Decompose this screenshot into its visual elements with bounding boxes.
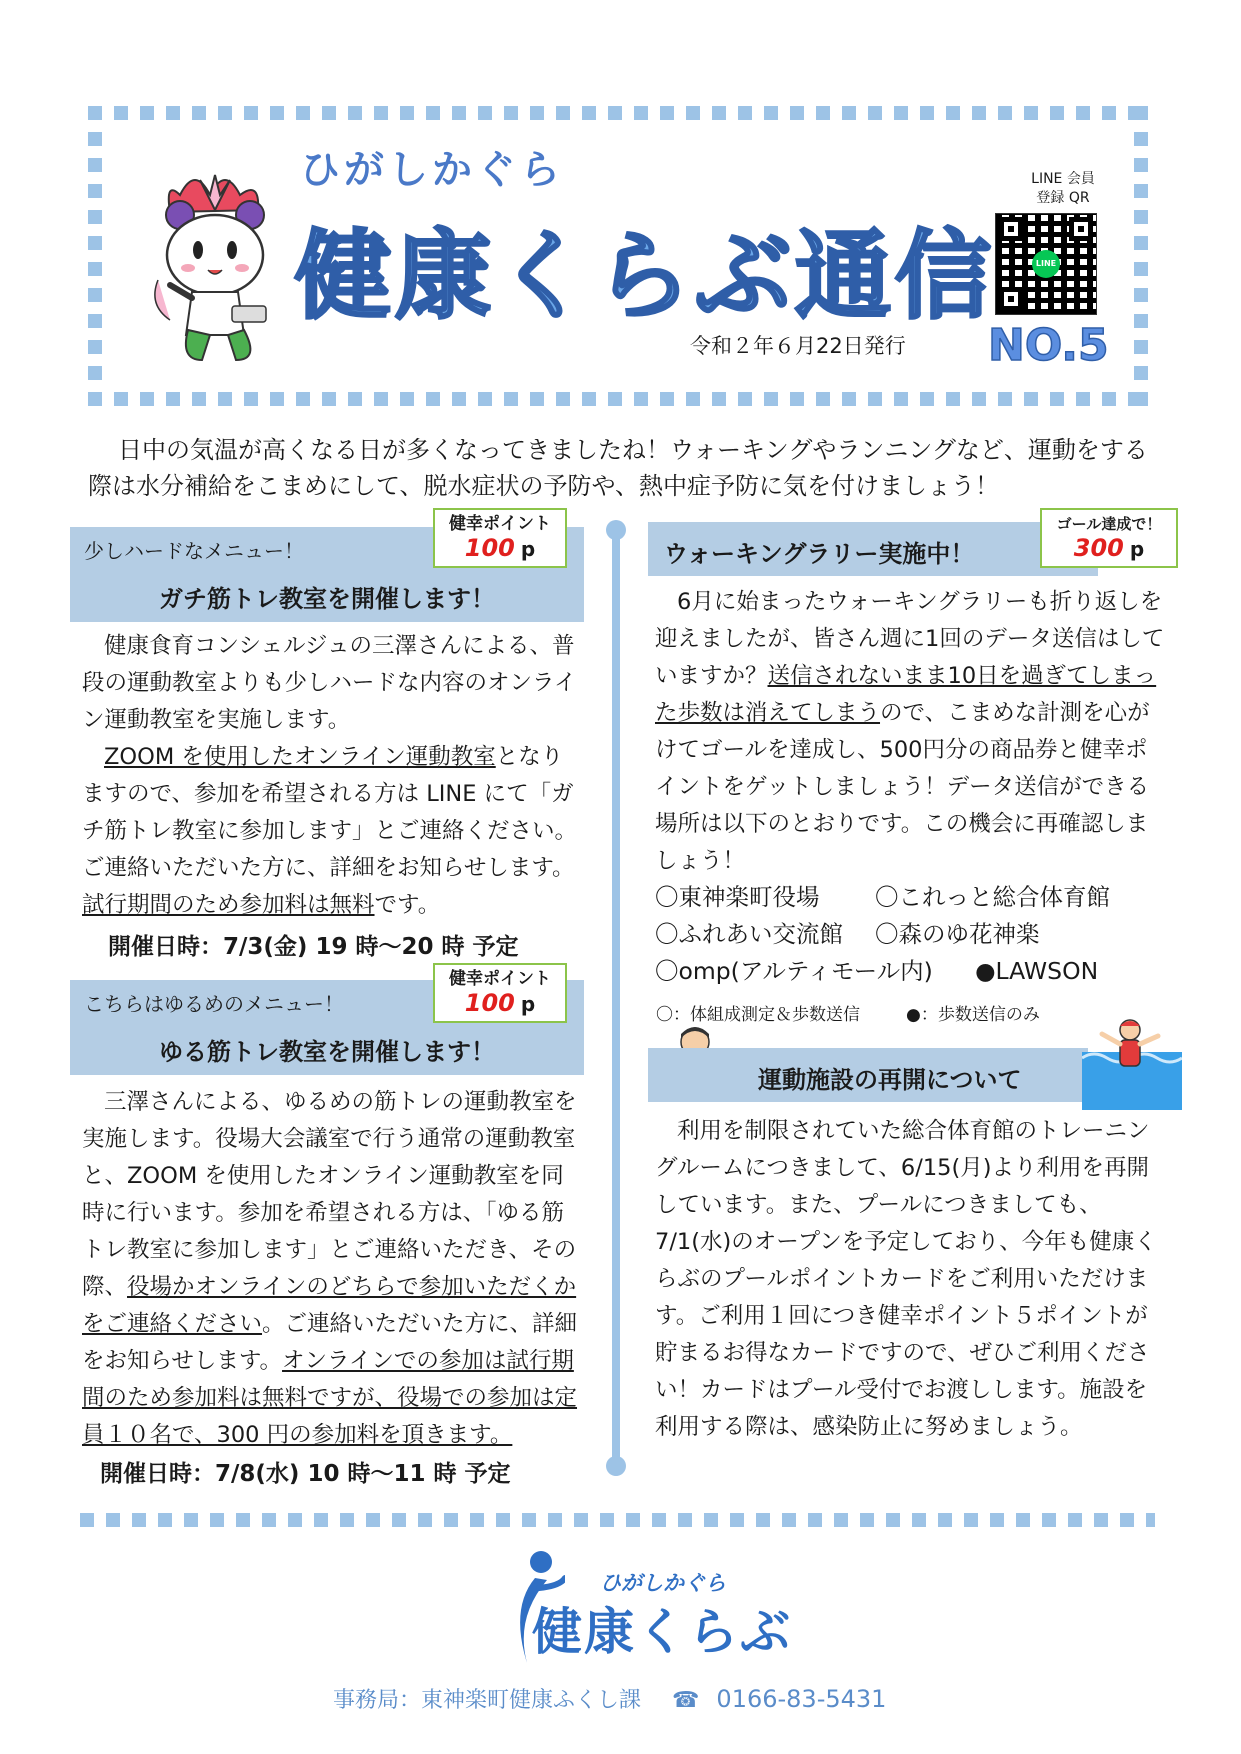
qr-label-line1: LINE 会員 xyxy=(1031,171,1095,187)
section3-points-badge xyxy=(1040,508,1178,568)
section1-para2: ZOOM を使用したオンライン運動教室となりますので、参加を希望される方は LINE にて「ガチ筋トレ教室に参加します」とご連絡ください。ご連絡いただいた方に、詳細をお知らせします。試行期間のため参加料は無料です。 xyxy=(82,744,578,918)
page-title: 健康くらぶ通信 xyxy=(295,220,995,332)
divider-dot xyxy=(606,520,626,540)
badge-points: 300 p xyxy=(1073,534,1145,562)
legend-item: ●：歩数送信のみ xyxy=(906,1005,1040,1025)
section2-para1: 三澤さんによる、ゆるめの筋トレの運動教室を実施します。役場大会議室で行う通常の運動教室と、ZOOM を使用したオンライン運動教室を同時に行います。参加を希望される方は、「ゆる筋トレ教室に参加します」とご連絡いただき、その際、役場かオンラインのどちらで参加いただくかをご連絡ください。ご連絡いただいた方に、詳細をお知らせします。オンラインでの参加は試行期間のため参加料は無料ですが、役場での参加は定員１０名で、300 円の参加料を頂きます。 xyxy=(82,1089,578,1448)
footer-logo-text: 健康くらぶ xyxy=(532,1603,792,1661)
location-item: 〇東神楽町役場 xyxy=(655,883,820,911)
line-logo-icon: LINE xyxy=(1032,250,1060,278)
section1-date: 開催日時：7/3(金) 19 時～20 時 予定 xyxy=(108,934,519,960)
column-divider xyxy=(612,528,620,1468)
section3-body xyxy=(655,584,1165,880)
section4-title: 運動施設の再開について xyxy=(758,1066,1022,1094)
section3-header xyxy=(648,522,1098,576)
issue-date: 令和２年６月22日発行 xyxy=(690,334,906,358)
issue-number: NO.5 xyxy=(988,320,1109,371)
location-item: ●LAWSON xyxy=(975,957,1099,985)
section1-para1: 健康食育コンシェルジュの三澤さんによる、普段の運動教室よりも少しハードな内容のオンライン運動教室を実施します。 xyxy=(82,633,577,733)
swimmer-pool-icon xyxy=(1082,1018,1182,1110)
section1-title: ガチ筋トレ教室を開催します！ xyxy=(159,585,495,613)
line-qr-code[interactable] xyxy=(995,213,1097,315)
location-item: 〇ふれあい交流館 xyxy=(655,920,843,948)
qr-finder-icon xyxy=(999,217,1023,241)
header-subtitle: ひがしかぐら xyxy=(300,147,564,193)
section1-subtitle: 少しハードなメニュー！ xyxy=(84,539,304,563)
footer-contact xyxy=(333,1683,886,1714)
qr-label-line2: 登録 QR xyxy=(1036,190,1090,206)
office-name: 事務局：東神楽町健康ふくし課 xyxy=(333,1688,642,1713)
header-border-bottom xyxy=(88,392,1148,406)
section2-body xyxy=(82,1084,582,1454)
section2-subtitle: こちらはゆるめのメニュー！ xyxy=(84,992,344,1016)
section3-para1: 6月に始まったウォーキングラリーも折り返しを迎えましたが、皆さん週に1回のデータ送信はしていますか？送信されないまま10日を過ぎてしまった歩数は消えてしまうので、こまめな計測を心がけてゴールを達成し、500円分の商品券と健幸ポイントをゲットしましょう！データ送信ができる場所は以下のとおりです。この機会に再確認しましょう！ xyxy=(655,589,1165,874)
badge-points: 100 p xyxy=(464,989,536,1017)
header-border-left xyxy=(88,106,102,406)
mascot-illustration xyxy=(140,170,290,370)
location-item: 〇omp(アルティモール内) xyxy=(655,957,933,985)
section2-points-badge xyxy=(433,963,567,1023)
location-row xyxy=(655,916,1175,953)
intro-text: 日中の気温が高くなる日が多くなってきましたね！ウォーキングやランニングなど、運動をする際は水分補給をこまめにして、脱水症状の予防や、熱中症予防に気を付けましょう！ xyxy=(88,436,1148,500)
section2-date: 開催日時：7/8(水) 10 時～11 時 予定 xyxy=(100,1461,511,1487)
phone-number: 0166-83-5431 xyxy=(716,1685,887,1713)
section2-title: ゆる筋トレ教室を開催します！ xyxy=(159,1038,495,1066)
location-legend xyxy=(656,1000,1040,1025)
header-border-right xyxy=(1134,106,1148,406)
qr-finder-icon xyxy=(999,287,1023,311)
section1-points-badge xyxy=(433,508,567,568)
location-row xyxy=(655,953,1175,990)
badge-label: 健幸ポイント xyxy=(449,514,551,534)
section4-body xyxy=(655,1113,1165,1446)
divider-dot xyxy=(606,1456,626,1476)
location-row xyxy=(655,879,1175,916)
qr-finder-icon xyxy=(1069,217,1093,241)
location-item: 〇森のゆ花神楽 xyxy=(875,920,1040,948)
badge-label: 健幸ポイント xyxy=(449,969,551,989)
legend-item: 〇：体組成測定＆歩数送信 xyxy=(656,1005,860,1025)
section4-header xyxy=(648,1048,1088,1102)
location-list xyxy=(655,879,1175,990)
badge-points: 100 p xyxy=(464,534,536,562)
phone-icon: ☎ xyxy=(672,1688,700,1713)
section4-para1: 利用を制限されていた総合体育館のトレーニングルームにつきまして、6/15(月)より利用を再開しています。また、プールにつきましても、7/1(水)のオープンを予定しており、今年も健康くらぶのプールポイントカードをご利用いただけます。ご利用１回につき健幸ポイント５ポイントが貯まるお得なカードですので、ぜひご利用ください！カードはプール受付でお渡しします。施設を利用する際は、感染防止に努めましょう。 xyxy=(655,1118,1157,1440)
location-item: 〇これっと総合体育館 xyxy=(875,883,1110,911)
badge-label: ゴール達成で！ xyxy=(1056,515,1162,533)
section1-body xyxy=(82,628,582,924)
footer-logo-subtitle: ひがしかぐら xyxy=(600,1571,726,1595)
section3-title: ウォーキングラリー実施中！ xyxy=(664,540,975,568)
footer-border xyxy=(80,1513,1155,1527)
qr-label xyxy=(1008,170,1118,208)
header-border-top xyxy=(88,106,1148,120)
